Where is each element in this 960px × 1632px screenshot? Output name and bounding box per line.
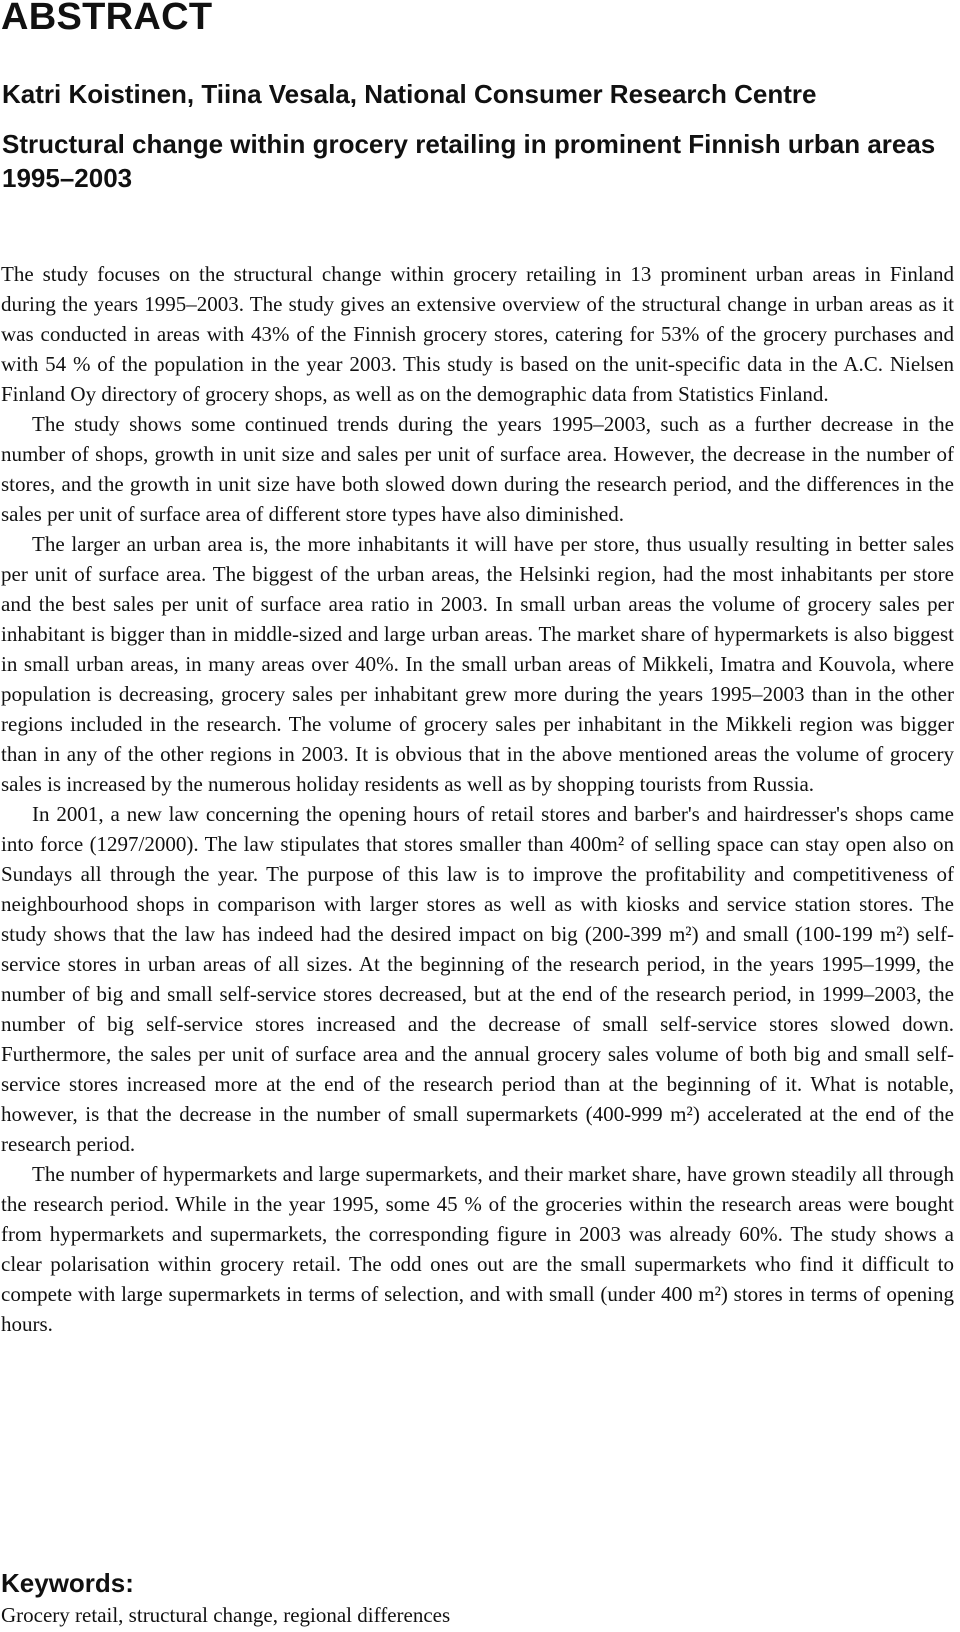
abstract-paragraph: The number of hypermarkets and large supermarkets, and their market share, have grown steadily all through the research period. While in the year 1995, some 45 % of the groceries within the research areas were bought from hypermarkets and supermarkets, the corresponding figure in 2003 was already 60%. The study shows a clear polarisation within grocery retail. The odd ones out are the small supermarkets who find it difficult to compete with large supermarkets in terms of selection, and with small (under 400 m²) stores in terms of opening hours. — [1, 1162, 954, 1336]
abstract-paragraph: The larger an urban area is, the more inhabitants it will have per store, thus usually resulting in better sales per unit of surface area. The biggest of the urban areas, the Helsinki region, had the most inhabitants per store and the best sales per unit of surface area ratio in 2003. In small urban areas the volume of grocery sales per inhabitant is bigger than in middle-sized and large urban areas. The market share of hypermarkets is also biggest in small urban areas, in many areas over 40%. In the small urban areas of Mikkeli, Imatra and Kouvola, where population is decreasing, grocery sales per inhabitant grew more during the years 1995–2003 than in the other regions included in the research. The volume of grocery sales per inhabitant in the Mikkeli region was bigger than in any of the other regions in 2003. It is obvious that in the above mentioned areas the volume of grocery sales is increased by the numerous holiday residents as well as by shopping tourists from Russia. — [1, 532, 954, 796]
abstract-paragraph: The study shows some continued trends during the years 1995–2003, such as a further decrease in the number of shops, growth in unit size and sales per unit of surface area. However, the decrease in the number of stores, and the growth in unit size have both slowed down during the research period, and the differences in the sales per unit of surface area of different store types have also diminished. — [1, 412, 954, 526]
abstract-paragraph: In 2001, a new law concerning the opening hours of retail stores and barber's and hairdresser's shops came into force (1297/2000). The law stipulates that stores smaller than 400m² of selling space can stay open also on Sundays all through the year. The purpose of this law is to improve the profitability and competitiveness of neighbourhood shops in comparison with larger stores as well as with kiosks and service station stores. The study shows that the law has indeed had the desired impact on big (200-399 m²) and small (100-199 m²) self-service stores in urban areas of all sizes. At the beginning of the research period, in the years 1995–1999, the number of big and small self-service stores decreased, but at the end of the research period, in 1999–2003, the number of big self-service stores increased and the decrease of small self-service stores slowed down. Furthermore, the sales per unit of surface area and the annual grocery sales volume of both big and small self-service stores increased more at the end of the research period than at the beginning of it. What is notable, however, is that the decrease in the number of small supermarkets (400-999 m²) accelerated at the end of the research period. — [1, 802, 954, 1156]
author-line: Katri Koistinen, Tiina Vesala, National Consumer Research Centre — [2, 79, 817, 109]
abstract-body — [1, 259, 954, 1339]
abstract-heading: ABSTRACT — [1, 0, 213, 38]
keywords-heading: Keywords: — [1, 1568, 134, 1598]
paper-title: Structural change within grocery retailing in prominent Finnish urban areas 1995–2003 — [2, 129, 936, 193]
abstract-paragraph: The study focuses on the structural change within grocery retailing in 13 prominent urban areas in Finland during the years 1995–2003. The study gives an extensive overview of the structural change in urban areas as it was conducted in areas with 43% of the Finnish grocery stores, catering for 53% of the grocery purchases and with 54 % of the population in the year 2003. This study is based on the unit-specific data in the A.C. Nielsen Finland Oy directory of grocery shops, as well as on the demographic data from Statistics Finland. — [1, 262, 954, 406]
keywords-list: Grocery retail, structural change, regional differences — [1, 1603, 451, 1627]
